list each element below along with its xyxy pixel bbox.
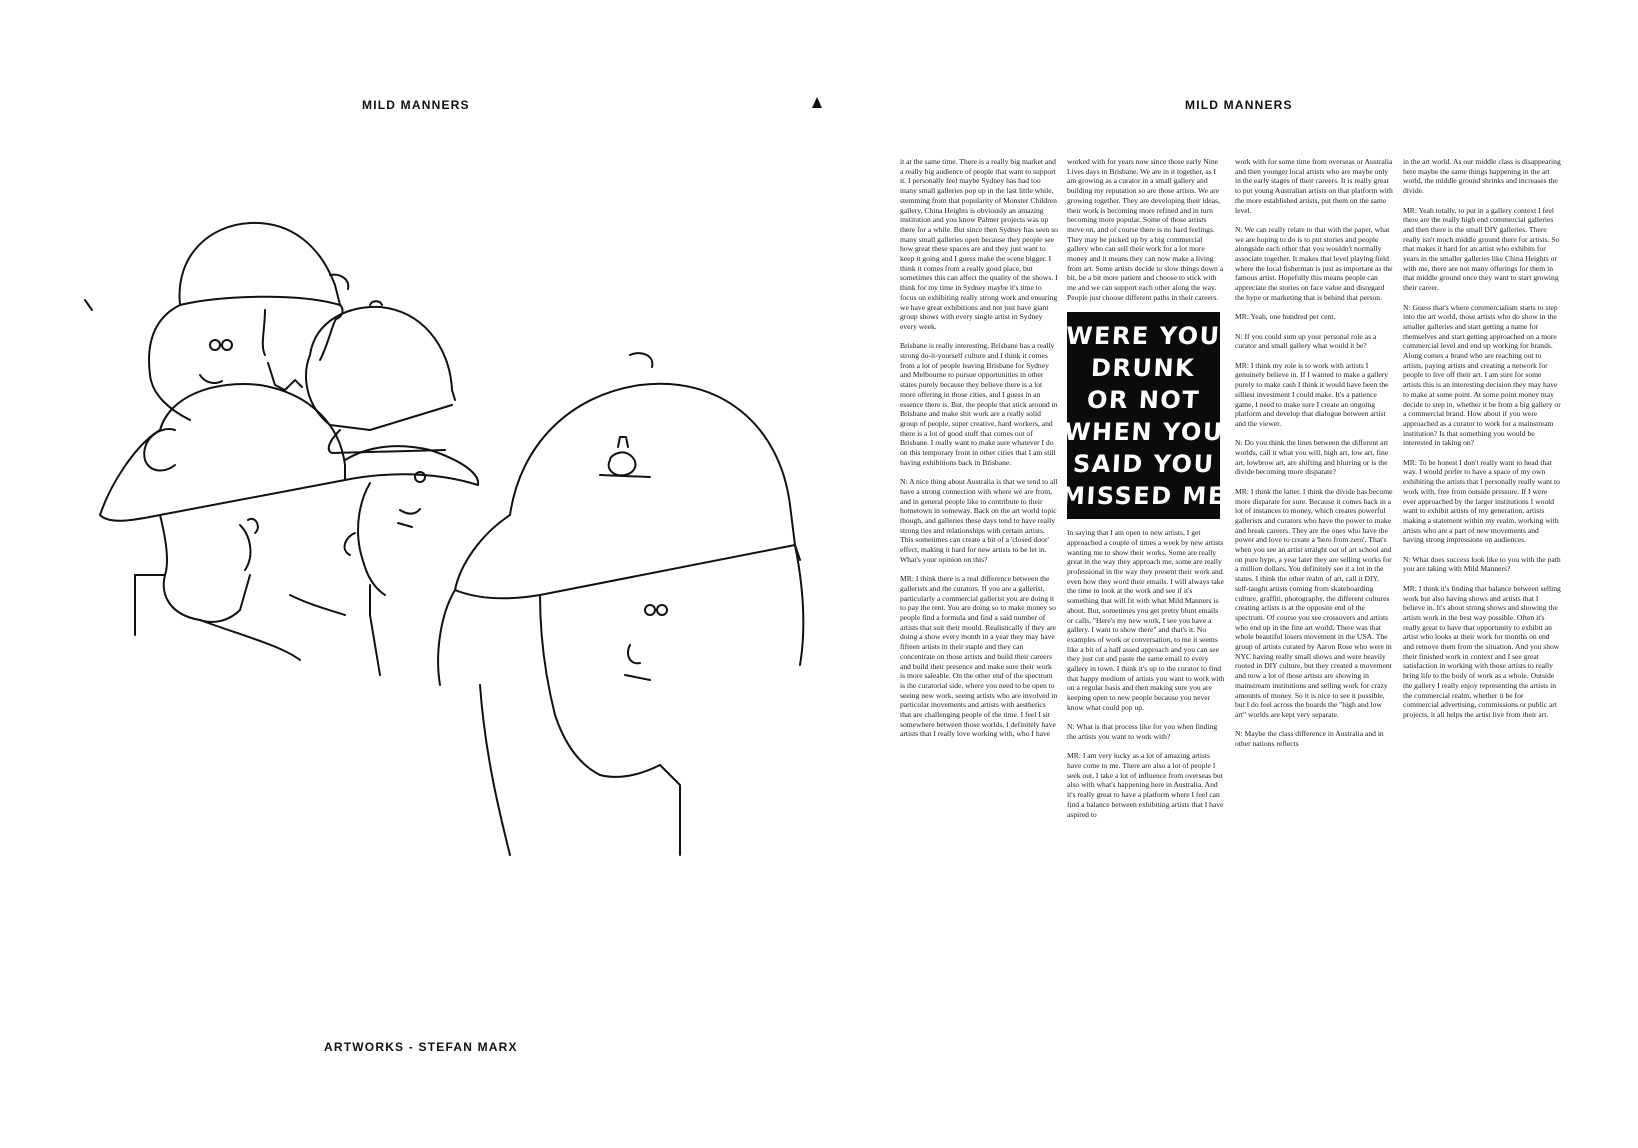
pull-quote-line: OR NOT — [1086, 385, 1201, 414]
paragraph: MR: I think there is a real difference between the gallerists and the curators. If you are a gallerist, particularly a commercial gallerist you are doing it to pay the rent. You are doing so to make money so people find a formula and find a said number of artists that suit their mould. Realistically if they are doing a show every month in a year they may have fifteen artists in their staple and they can concentrate on those artists and build their careers and build their presence and make sure their work is more saleable. On the other end of the spectrum is the curatorial side, where you need to be open to seeing new work, seeing artists who are involved in particular movements and artists with aesthetics that are challenging people of the time. I feel I sit somewhere between those worlds, I definitely have artists that I really love working with, who I have — [900, 574, 1058, 739]
paragraph: work with for some time from overseas or Australia and then younger local artists who are maybe only in the early stages of their careers. It is really great to put young Australian artists on that platform with the more established artists, put them on the same level. — [1235, 157, 1393, 215]
paragraph: N: Do you think the lines between the different art worlds, call it what you will, high art, low art, fine art, lowbrow art, are shifting and blurring or is the divide becoming more disparate? — [1235, 438, 1389, 477]
paragraph: MR: I think it's finding that balance between selling work but also having shows and artists that I believe in. It's about strong shows and showing the artists work in the best way possible. Often it's really great to have that opportunity to exhibit an artist who looks at their work for months on end and remove them from the situation. And you show their finished work in context and I see great satisfaction in working with those artists to really bring life to the body of work as a whole. Outside the gallery I really enjoy representing the artists in the commercial realm, whether it be for commercial advertising, commissions or public art projects, it all helps the artist live from their art. — [1403, 583, 1561, 719]
paragraph: N: What does success look like to you with the path you are taking with Mild Manners? — [1403, 554, 1561, 574]
paragraph: MR: I think my role is to work with artists I genuinely believe in. If I wanted to make a gallery purely to make cash I think it would have been the silliest investment I could make. It's a patience game, I need to make sure I create an ongoing platform and develop that dialogue between artist and the viewer. — [1235, 360, 1389, 428]
paragraph: N: A nice thing about Australia is that we tend to all have a strong connection with where we are from, and in general people like to contribute to their hometown in someway. Back on the art world topic though, and galleries these days tend to have really strong ties and relationships with certain artists. This sometimes can create a bit of a 'closed door' effect, making it hard for new artists to be let in. What's your opinion on this? — [900, 477, 1058, 564]
paragraph: N: If you could sum up your personal role as a curator and small gallery what would it be? — [1235, 331, 1377, 351]
paragraph: Brisbane is really interesting, Brisbane has a really strong do-it-yourself culture and I think it comes from a lot of people leaving Brisbane for Sydney and Melbourne to pursue opportunities in other states purely because they believe there is a lot more offering in those cities, and I guess in an essence there is. But, the people that stick around in Brisbane and make shit work are a really solid group of people, super creative, hard workers, and there is a lot of good stuff that comes out of Brisbane. I really want to make sure whatever I do on this temporary front in other cities that I am still having exhibitions back in Brisbane. — [900, 341, 1058, 467]
paragraph: MR: I am very lucky as a lot of amazing artists have come to me. There are also a lot of people I seek out, I take a lot of influence from overseas but also with what's happening here in Australia. And it's really great to have a platform where I feel can find a balance between exhibiting artists that I have aspired to — [1067, 751, 1224, 819]
pull-quote-line: SAID YOU — [1072, 449, 1215, 478]
article-column-2 — [1060, 157, 1227, 829]
right-page-header: MILD MANNERS — [1185, 98, 1293, 112]
paragraph: N: We can really relate to that with the paper, what we are hoping to do is to put stories and people alongside each other that you wouldn't normally associate together. It makes that level playing field where the local fisherman is just as important as the famous artist. Hopefully this means people can appreciate the stories on face value and disregard the hype or marketing that is behind that person. — [1235, 224, 1393, 302]
pull-quote-line: MISSED ME — [1060, 481, 1227, 510]
paragraph: MR: To be honest I don't really want to head that way. I would prefer to have a space of my own exhibiting the artists that I personally really want to work with, free from outside pressure. If I were ever approached by the larger institutions I would want to exhibit artists of my generation, artists making a statement within my realm, working with artists who are a part of new movements and having strong impressions on audiences. — [1403, 457, 1560, 545]
paragraph: N: Maybe the class difference in Australia and in other nations reflects — [1235, 729, 1384, 749]
left-page-header: MILD MANNERS — [362, 98, 470, 112]
pull-quote-line: WERE YOU — [1065, 321, 1222, 350]
paragraph: N: What is that process like for you when finding the artists you want to work with? — [1067, 722, 1218, 741]
pull-quote-panel — [1060, 312, 1227, 519]
artwork-credit: ARTWORKS - STEFAN MARX — [324, 1040, 518, 1054]
paragraph: in the art world. As our middle class is disappearing here maybe the same things happening in the art world, the middle ground shrinks and increases the divide. — [1403, 157, 1561, 196]
paragraph: it at the same time. There is a really big market and a really big audience of people that want to support it. I personally feel maybe Sydney has had too many small galleries pop up in the last little while, stemming from that popularity of Monster Children gallery, China Heights is obviously an amazing institution and you know Palmer projects was up there for a while. But since then Sydney has seen so many small galleries open because they people see how great these spaces are and they just want to keep it going and I guess make the scene bigger. I think it comes from a really good place, but sometimes this can affect the quality of the shows. I think for my time in Sydney maybe it's time to focus on exhibiting really strong work and ensuring we have great exhibitions and not just have giant group shows with every single artist in Sydney every week. — [900, 157, 1058, 331]
article-column-1 — [900, 157, 1058, 749]
line-drawing-people-in-caps-icon — [40, 215, 810, 875]
pull-quote-line: WHEN YOU — [1062, 417, 1225, 446]
triangle-icon — [811, 97, 823, 109]
pull-quote-line: DRUNK — [1090, 353, 1197, 382]
paragraph: MR: I think the latter. I think the divide has become more disparate for sure. Because it comes back in a lot of instances to money, which creates powerful gallerists and curators who have the power to make and break careers. They are the ones who have the power and love to create a 'hero from zero'. That's when you see an artist straight out of art school and on pure hype, a year later they are selling works for a million dollars. You definitely see it a lot in the states. I think the other realm of art, call it DIY, self-taught artists coming from skateboarding culture, graffiti, photography, the different cultures creating artists is at the opposite end of the spectrum. Of course you see crossovers and artists who end up in the fine art world. There was that whole beautiful losers movement in the USA. The group of artists curated by Aaron Rose who were in NYC having really small shows and were heavily rooted in DIY culture, but they created a movement and now a lot of those artists are showing in mainstream institutions and selling work for crazy amounts of money. So it is nice to see it possible, but I do feel across the boards the "high and low art" worlds are kept very separate. — [1235, 486, 1393, 719]
paragraph: worked with for years now since those early Nine Lives days in Brisbane. We are in it together, as I am growing as a curator in a small gallery and building my reputation so are those artists. We are growing together. They are developing their ideas, their work is becoming more refined and in turn becoming more popular. Some of those artists move on, and of course there is no hard feelings. They may be picked up by a big commercial gallery who can sell their work for a lot more money and it means they can now make a living from art. Some artists decide to slow things down a bit, be a bit more patient and choose to stick with me and we can support each other along the way. People just choose different paths in their careers. — [1067, 157, 1224, 302]
paragraph: MR: Yeah, one hundred per cent. — [1235, 312, 1336, 322]
article-column-3 — [1235, 157, 1393, 758]
paragraph: MR: Yeah totally, to put in a gallery context I feel there are the really high end commercial galleries and then there is the small DIY galleries. There really isn't much middle ground there for artists. So that makes it hard for an artist who exhibits for years in the smaller galleries like China Heights or with me, there are not many offerings for them in that middle ground once they want to start growing their career. — [1403, 205, 1560, 293]
paragraph: In saying that I am open to new artists, I get approached a couple of times a week by new artists wanting me to show their works. Some are really great in the way they approach me, some are really professional in the way they present their work and even how they word their emails. I will always take the time to look at the work and see if it's something that will fit with what Mild Manners is about. But, sometimes you get pretty blunt emails or calls, "Here's my new work, I see you have a gallery. I want to show there" and that's it. No examples of work or conversation, to me it seems like a bit of a half assed approach and you can see they just cut and paste the same email to every gallery in town. I think it's up to the curator to find that happy medium of artists you want to work with on a regular basis and then making sure you are keeping open to new people because you never know what could pop up. — [1067, 528, 1225, 712]
article-column-4 — [1403, 157, 1561, 729]
paragraph: N: Guess that's where commercialism starts to step into the art world, those artists who do show in the smaller galleries and start getting a name for themselves and start getting approached on a more commercial level and end up working for brands. Along comes a brand who are reaching out to artists, paying artists and creating a network for people to live off their art. I am sure for some artists this is an interesting decision they may have to make at some point. At some point money may decide to step in, whether it be from a big gallery or a commercial brand. How about if you were approached as a curator to work for a mainstream institution? Is that something you would be interested in taking on? — [1403, 302, 1561, 448]
